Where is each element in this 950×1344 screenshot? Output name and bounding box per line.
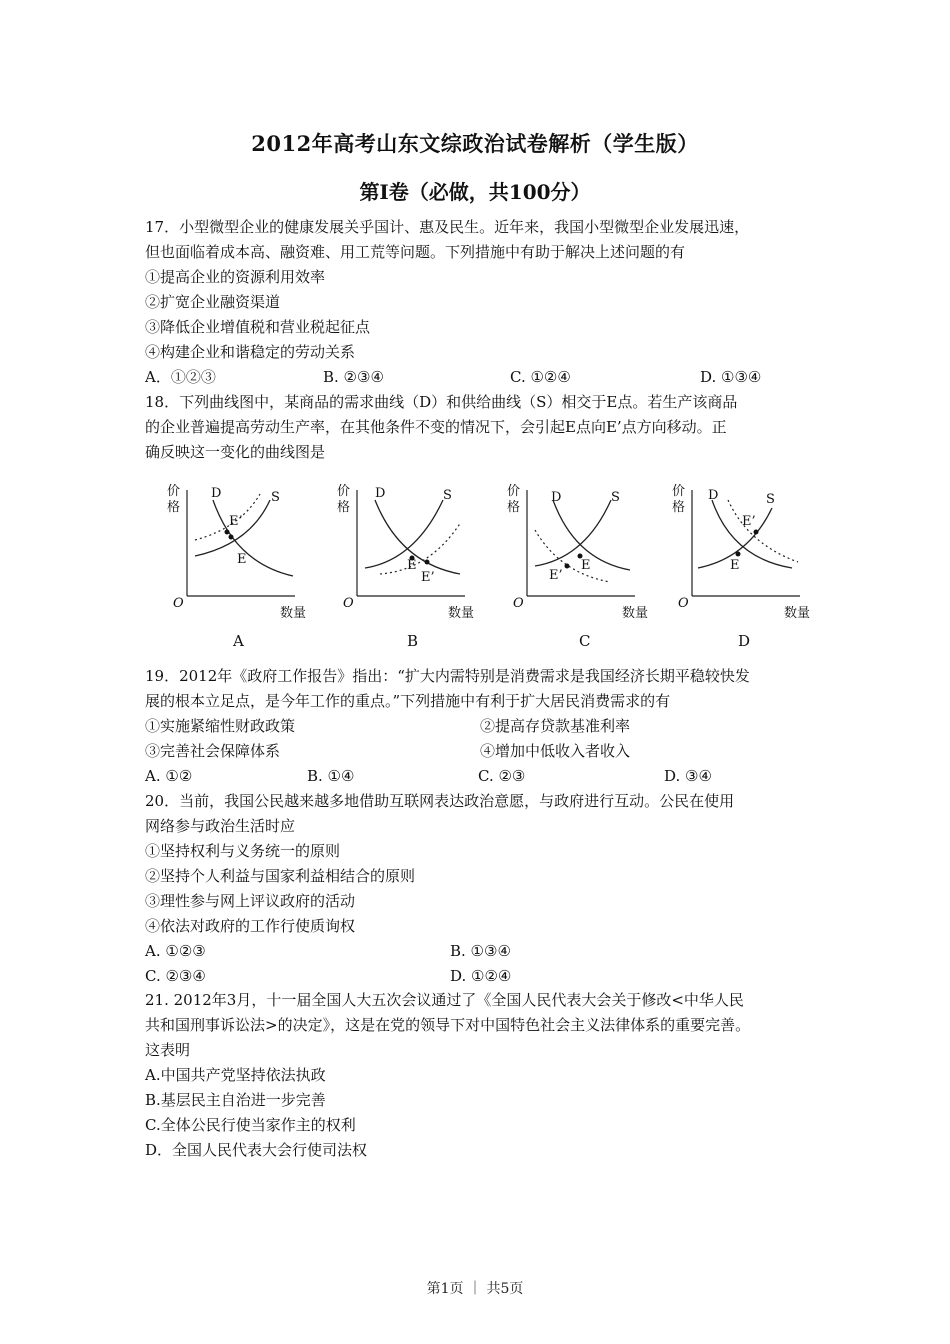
question-19 — [145, 664, 815, 789]
statements-row — [145, 714, 815, 739]
statement-item: ③降低企业增值税和营业税起征点 — [145, 318, 371, 336]
x-axis-label: 数量 — [448, 606, 475, 621]
option-c: C. ②③ — [478, 767, 526, 785]
statement-item: ③理性参与网上评议政府的活动 — [145, 892, 356, 910]
origin-label: O — [678, 596, 689, 611]
option-a: A.中国共产党坚持依法执政 — [145, 1066, 326, 1084]
x-axis-label: 数量 — [784, 606, 811, 621]
y-axis-label: 格 — [672, 500, 686, 515]
point-e-prime: E’ — [421, 570, 435, 585]
options-row — [145, 964, 815, 989]
graph-d-figure — [670, 478, 830, 658]
demand-label: D — [375, 486, 386, 501]
statement-item: ①提高企业的资源利用效率 — [145, 268, 326, 286]
point-e: E — [407, 558, 417, 573]
statement-item: ③完善社会保障体系 — [145, 742, 281, 760]
option-a: A. ①② — [145, 767, 193, 785]
y-axis-label: 价 — [167, 484, 181, 499]
graph-caption: C — [579, 632, 591, 650]
point-e-prime: E’ — [549, 568, 563, 583]
graph-d — [670, 478, 830, 658]
y-axis-label: 价 — [672, 484, 686, 499]
graph-caption: B — [407, 632, 419, 650]
y-axis-label: 格 — [167, 500, 181, 515]
x-axis-label: 数量 — [280, 606, 307, 621]
graph-a — [165, 478, 325, 658]
option-b: B.基层民主自治进一步完善 — [145, 1091, 326, 1109]
option-a: A. ①②③ — [145, 942, 206, 960]
origin-label: O — [513, 596, 524, 611]
question-stem: 18．下列曲线图中，某商品的需求曲线（D）和供给曲线（S）相交于E点。若生产该商品 — [145, 393, 738, 411]
point-e-prime: E’ — [742, 514, 756, 529]
option-d: D. ①②④ — [450, 967, 512, 985]
y-axis-label: 价 — [337, 484, 351, 499]
supply-label: S — [611, 490, 620, 505]
statements-row — [145, 739, 815, 764]
supply-demand-graphs — [165, 478, 825, 658]
question-18 — [145, 390, 815, 465]
question-stem: 17．小型微型企业的健康发展关乎国计、惠及民生。近年来，我国小型微型企业发展迅速， — [145, 218, 750, 236]
options-row — [145, 939, 815, 964]
graph-c — [505, 478, 665, 658]
x-axis-label: 数量 — [622, 606, 649, 621]
question-21 — [145, 988, 815, 1163]
demand-label: D — [551, 490, 562, 505]
options-row — [145, 365, 815, 390]
point-e-prime: E’ — [229, 514, 243, 529]
y-axis-label: 格 — [337, 500, 351, 515]
statement-item: ④依法对政府的工作行使质询权 — [145, 917, 356, 935]
question-stem: 确反映这一变化的曲线图是 — [145, 443, 326, 461]
supply-label: S — [443, 488, 452, 503]
options-row — [145, 764, 815, 789]
origin-label: O — [343, 596, 354, 611]
option-d: D．全国人民代表大会行使司法权 — [145, 1141, 368, 1159]
demand-label: D — [708, 488, 719, 503]
question-stem: 的企业普遍提高劳动生产率，在其他条件不变的情况下，会引起E点向E’点方向移动。正 — [145, 418, 727, 436]
question-stem: 共和国刑事诉讼法>的决定》，这是在党的领导下对中国特色社会主义法律体系的重要完善。 — [145, 1016, 751, 1034]
option-d: D. ①③④ — [700, 368, 762, 386]
statement-item: ②坚持个人利益与国家利益相结合的原则 — [145, 867, 416, 885]
option-b: B. ②③④ — [323, 368, 384, 386]
question-stem: 19．2012年《政府工作报告》指出：“扩大内需特别是消费需求是我国经济长期平稳较快发 — [145, 667, 750, 685]
y-axis-label: 格 — [507, 500, 521, 515]
question-stem: 20．当前，我国公民越来越多地借助互联网表达政治意愿，与政府进行互动。公民在使用 — [145, 792, 735, 810]
section-title: 第Ⅰ卷（必做，共100分） — [359, 180, 591, 204]
statement-item: ①实施紧缩性财政政策 — [145, 717, 296, 735]
point-e: E — [730, 558, 740, 573]
point-e: E — [581, 558, 591, 573]
option-c: C. ②③④ — [145, 967, 206, 985]
question-17 — [145, 215, 815, 390]
demand-label: D — [211, 486, 222, 501]
statement-item: ②扩宽企业融资渠道 — [145, 293, 281, 311]
question-stem: 21. 2012年3月，十一届全国人大五次会议通过了《全国人民代表大会关于修改<中华人民 — [145, 991, 744, 1009]
y-axis-label: 价 — [507, 484, 521, 499]
graph-b — [335, 478, 495, 658]
origin-label: O — [173, 596, 184, 611]
point-e: E — [237, 552, 247, 567]
page-footer: 第1页 ｜ 共5页 — [426, 1281, 524, 1297]
statement-item: ①坚持权利与义务统一的原则 — [145, 842, 341, 860]
graph-a-figure — [165, 478, 325, 658]
question-stem: 这表明 — [145, 1041, 191, 1059]
supply-label: S — [766, 492, 775, 507]
statement-item: ④增加中低收入者收入 — [480, 742, 631, 760]
question-stem: 但也面临着成本高、融资难、用工荒等问题。下列措施中有助于解决上述问题的有 — [145, 243, 686, 261]
supply-label: S — [271, 490, 280, 505]
page-title: 2012年高考山东文综政治试卷解析（学生版） — [251, 131, 699, 156]
option-d: D. ③④ — [664, 767, 712, 785]
option-c: C. ①②④ — [510, 368, 571, 386]
graph-caption: D — [738, 632, 751, 650]
option-b: B. ①④ — [307, 767, 355, 785]
option-c: C.全体公民行使当家作主的权利 — [145, 1116, 356, 1134]
statement-item: ②提高存贷款基准利率 — [480, 717, 631, 735]
question-20 — [145, 789, 815, 989]
question-stem: 展的根本立足点，是今年工作的重点。”下列措施中有利于扩大居民消费需求的有 — [145, 692, 671, 710]
question-stem: 网络参与政治生活时应 — [145, 817, 296, 835]
option-a: A．①②③ — [145, 368, 216, 386]
statement-item: ④构建企业和谐稳定的劳动关系 — [145, 343, 356, 361]
graph-caption: A — [233, 632, 244, 650]
option-b: B. ①③④ — [450, 942, 511, 960]
